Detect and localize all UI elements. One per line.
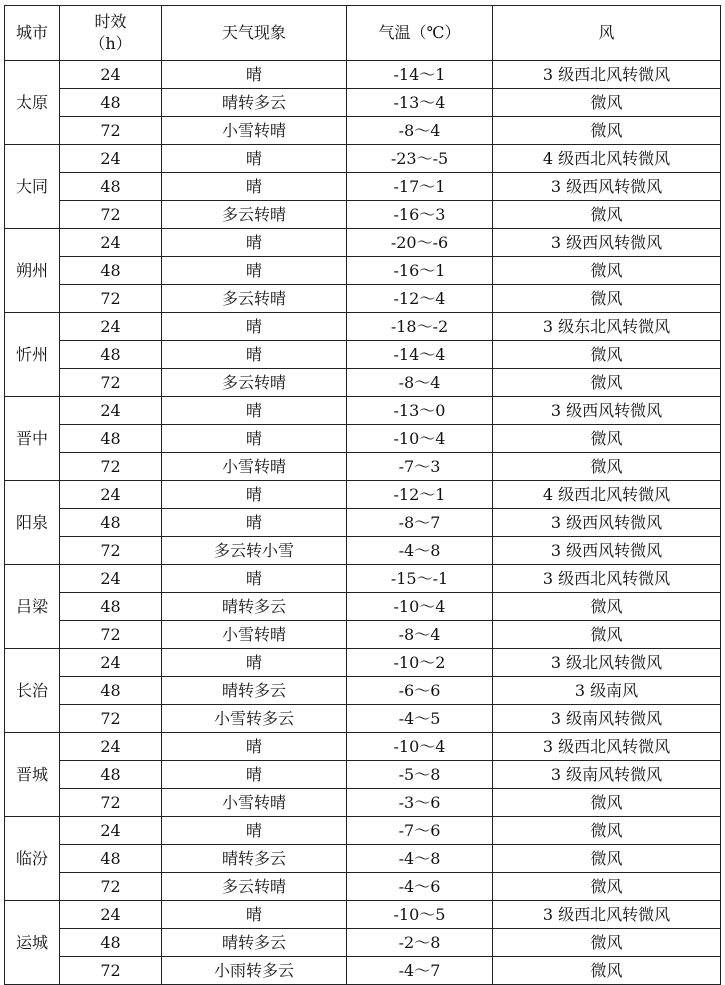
hours-cell: 48 — [60, 257, 162, 285]
table-row — [5, 285, 721, 313]
hours-cell: 48 — [60, 173, 162, 201]
hours-cell: 48 — [60, 425, 162, 453]
hours-cell: 72 — [60, 537, 162, 565]
hours-cell: 24 — [60, 733, 162, 761]
table-row — [5, 565, 721, 593]
hours-cell: 24 — [60, 397, 162, 425]
wind-cell: 3 级南风转微风 — [493, 761, 721, 789]
weather-cell: 晴转多云 — [162, 929, 347, 957]
wind-cell: 微风 — [493, 957, 721, 985]
weather-cell: 小雪转多云 — [162, 705, 347, 733]
temperature-cell: -16～1 — [347, 257, 493, 285]
temperature-cell: -8～4 — [347, 621, 493, 649]
wind-cell: 3 级西风转微风 — [493, 229, 721, 257]
temperature-cell: -10～5 — [347, 901, 493, 929]
wind-cell: 微风 — [493, 593, 721, 621]
hours-cell: 24 — [60, 649, 162, 677]
table-header — [5, 6, 721, 61]
wind-cell: 3 级西风转微风 — [493, 509, 721, 537]
hours-cell: 24 — [60, 901, 162, 929]
temperature-cell: -8～4 — [347, 117, 493, 145]
temperature-cell: -10～4 — [347, 425, 493, 453]
temperature-cell: -3～6 — [347, 789, 493, 817]
table-row — [5, 145, 721, 173]
hours-cell: 48 — [60, 341, 162, 369]
hours-cell: 48 — [60, 593, 162, 621]
header-hours — [60, 6, 162, 61]
hours-cell: 48 — [60, 845, 162, 873]
temperature-cell: -23～-5 — [347, 145, 493, 173]
table-row — [5, 649, 721, 677]
weather-cell: 晴 — [162, 817, 347, 845]
header-weather: 天气现象 — [162, 6, 347, 61]
hours-cell: 48 — [60, 677, 162, 705]
wind-cell: 3 级西北风转微风 — [493, 733, 721, 761]
table-row — [5, 117, 721, 145]
table-row — [5, 621, 721, 649]
wind-cell: 3 级西风转微风 — [493, 173, 721, 201]
wind-cell: 微风 — [493, 845, 721, 873]
hours-cell: 72 — [60, 369, 162, 397]
temperature-cell: -4～5 — [347, 705, 493, 733]
city-name-cell: 晋中 — [5, 397, 60, 481]
wind-cell: 3 级西北风转微风 — [493, 565, 721, 593]
table-row — [5, 537, 721, 565]
hours-cell: 24 — [60, 61, 162, 89]
table-row — [5, 397, 721, 425]
header-hours-label: 时效 — [94, 12, 127, 31]
weather-cell: 多云转晴 — [162, 201, 347, 229]
hours-cell: 24 — [60, 817, 162, 845]
wind-cell: 微风 — [493, 285, 721, 313]
temperature-cell: -10～4 — [347, 733, 493, 761]
weather-cell: 晴 — [162, 761, 347, 789]
weather-cell: 晴 — [162, 649, 347, 677]
weather-cell: 晴转多云 — [162, 845, 347, 873]
temperature-cell: -15～-1 — [347, 565, 493, 593]
temperature-cell: -20～-6 — [347, 229, 493, 257]
weather-cell: 晴 — [162, 61, 347, 89]
weather-cell: 晴 — [162, 229, 347, 257]
hours-cell: 48 — [60, 89, 162, 117]
table-row — [5, 817, 721, 845]
temperature-cell: -12～4 — [347, 285, 493, 313]
wind-cell: 3 级西北风转微风 — [493, 61, 721, 89]
weather-cell: 晴 — [162, 397, 347, 425]
hours-cell: 72 — [60, 957, 162, 985]
temperature-cell: -10～4 — [347, 593, 493, 621]
city-name-cell: 太原 — [5, 61, 60, 145]
city-name-cell: 吕梁 — [5, 565, 60, 649]
table-row — [5, 929, 721, 957]
weather-cell: 晴 — [162, 481, 347, 509]
table-row — [5, 257, 721, 285]
temperature-cell: -6～6 — [347, 677, 493, 705]
table-row — [5, 789, 721, 817]
hours-cell: 72 — [60, 621, 162, 649]
weather-cell: 晴 — [162, 509, 347, 537]
city-name-cell: 朔州 — [5, 229, 60, 313]
temperature-cell: -13～4 — [347, 89, 493, 117]
temperature-cell: -14～4 — [347, 341, 493, 369]
temperature-cell: -16～3 — [347, 201, 493, 229]
table-row — [5, 481, 721, 509]
weather-cell: 晴 — [162, 733, 347, 761]
weather-cell: 晴 — [162, 145, 347, 173]
weather-cell: 多云转晴 — [162, 873, 347, 901]
hours-cell: 72 — [60, 201, 162, 229]
table-row — [5, 677, 721, 705]
weather-cell: 晴转多云 — [162, 677, 347, 705]
table-row — [5, 453, 721, 481]
temperature-cell: -4～6 — [347, 873, 493, 901]
table-row — [5, 89, 721, 117]
weather-cell: 小雪转晴 — [162, 789, 347, 817]
temperature-cell: -10～2 — [347, 649, 493, 677]
weather-cell: 小雪转晴 — [162, 621, 347, 649]
hours-cell: 24 — [60, 229, 162, 257]
hours-cell: 48 — [60, 929, 162, 957]
wind-cell: 微风 — [493, 453, 721, 481]
table-row — [5, 369, 721, 397]
table-row — [5, 957, 721, 985]
weather-cell: 晴 — [162, 565, 347, 593]
table-row — [5, 593, 721, 621]
table-row — [5, 201, 721, 229]
table-row — [5, 61, 721, 89]
header-hours-unit: （h） — [89, 34, 132, 53]
city-name-cell: 长治 — [5, 649, 60, 733]
weather-cell: 晴转多云 — [162, 89, 347, 117]
weather-cell: 小雨转多云 — [162, 957, 347, 985]
wind-cell: 3 级南风 — [493, 677, 721, 705]
city-name-cell: 阳泉 — [5, 481, 60, 565]
weather-cell: 多云转晴 — [162, 369, 347, 397]
wind-cell: 微风 — [493, 817, 721, 845]
table-row — [5, 229, 721, 257]
table-row — [5, 173, 721, 201]
temperature-cell: -17～1 — [347, 173, 493, 201]
temperature-cell: -8～7 — [347, 509, 493, 537]
table-row — [5, 901, 721, 929]
wind-cell: 3 级南风转微风 — [493, 705, 721, 733]
wind-cell: 微风 — [493, 341, 721, 369]
wind-cell: 微风 — [493, 369, 721, 397]
table-row — [5, 845, 721, 873]
wind-cell: 微风 — [493, 89, 721, 117]
weather-cell: 晴 — [162, 425, 347, 453]
table-row — [5, 873, 721, 901]
city-name-cell: 忻州 — [5, 313, 60, 397]
wind-cell: 微风 — [493, 201, 721, 229]
header-city: 城市 — [5, 6, 60, 61]
wind-cell: 微风 — [493, 257, 721, 285]
wind-cell: 3 级西北风转微风 — [493, 901, 721, 929]
header-row — [5, 6, 721, 61]
city-name-cell: 晋城 — [5, 733, 60, 817]
hours-cell: 72 — [60, 453, 162, 481]
hours-cell: 72 — [60, 117, 162, 145]
weather-cell: 晴 — [162, 341, 347, 369]
hours-cell: 24 — [60, 313, 162, 341]
wind-cell: 微风 — [493, 425, 721, 453]
temperature-cell: -14～1 — [347, 61, 493, 89]
city-name-cell: 临汾 — [5, 817, 60, 901]
temperature-cell: -18～-2 — [347, 313, 493, 341]
weather-cell: 晴 — [162, 901, 347, 929]
wind-cell: 微风 — [493, 789, 721, 817]
wind-cell: 3 级西风转微风 — [493, 537, 721, 565]
temperature-cell: -2～8 — [347, 929, 493, 957]
hours-cell: 72 — [60, 705, 162, 733]
table-body — [5, 61, 721, 985]
temperature-cell: -12～1 — [347, 481, 493, 509]
table-row — [5, 733, 721, 761]
temperature-cell: -4～8 — [347, 537, 493, 565]
header-temperature: 气温（℃） — [347, 6, 493, 61]
wind-cell: 微风 — [493, 873, 721, 901]
city-name-cell: 大同 — [5, 145, 60, 229]
temperature-cell: -5～8 — [347, 761, 493, 789]
table-row — [5, 705, 721, 733]
header-wind: 风 — [493, 6, 721, 61]
weather-cell: 晴 — [162, 257, 347, 285]
wind-cell: 3 级西风转微风 — [493, 397, 721, 425]
weather-cell: 晴 — [162, 173, 347, 201]
hours-cell: 48 — [60, 509, 162, 537]
hours-cell: 24 — [60, 565, 162, 593]
wind-cell: 微风 — [493, 117, 721, 145]
weather-cell: 晴转多云 — [162, 593, 347, 621]
wind-cell: 3 级北风转微风 — [493, 649, 721, 677]
weather-cell: 多云转小雪 — [162, 537, 347, 565]
wind-cell: 3 级东北风转微风 — [493, 313, 721, 341]
temperature-cell: -4～7 — [347, 957, 493, 985]
wind-cell: 4 级西北风转微风 — [493, 481, 721, 509]
table-row — [5, 313, 721, 341]
wind-cell: 微风 — [493, 929, 721, 957]
weather-cell: 晴 — [162, 313, 347, 341]
table-row — [5, 341, 721, 369]
hours-cell: 72 — [60, 873, 162, 901]
table-row — [5, 509, 721, 537]
temperature-cell: -8～4 — [347, 369, 493, 397]
weather-cell: 多云转晴 — [162, 285, 347, 313]
table-row — [5, 425, 721, 453]
hours-cell: 72 — [60, 285, 162, 313]
weather-forecast-table — [4, 5, 721, 985]
hours-cell: 48 — [60, 761, 162, 789]
temperature-cell: -7～6 — [347, 817, 493, 845]
hours-cell: 24 — [60, 145, 162, 173]
weather-cell: 小雪转晴 — [162, 453, 347, 481]
temperature-cell: -13～0 — [347, 397, 493, 425]
temperature-cell: -4～8 — [347, 845, 493, 873]
temperature-cell: -7～3 — [347, 453, 493, 481]
hours-cell: 72 — [60, 789, 162, 817]
table-row — [5, 761, 721, 789]
city-name-cell: 运城 — [5, 901, 60, 985]
weather-cell: 小雪转晴 — [162, 117, 347, 145]
wind-cell: 4 级西北风转微风 — [493, 145, 721, 173]
wind-cell: 微风 — [493, 621, 721, 649]
hours-cell: 24 — [60, 481, 162, 509]
